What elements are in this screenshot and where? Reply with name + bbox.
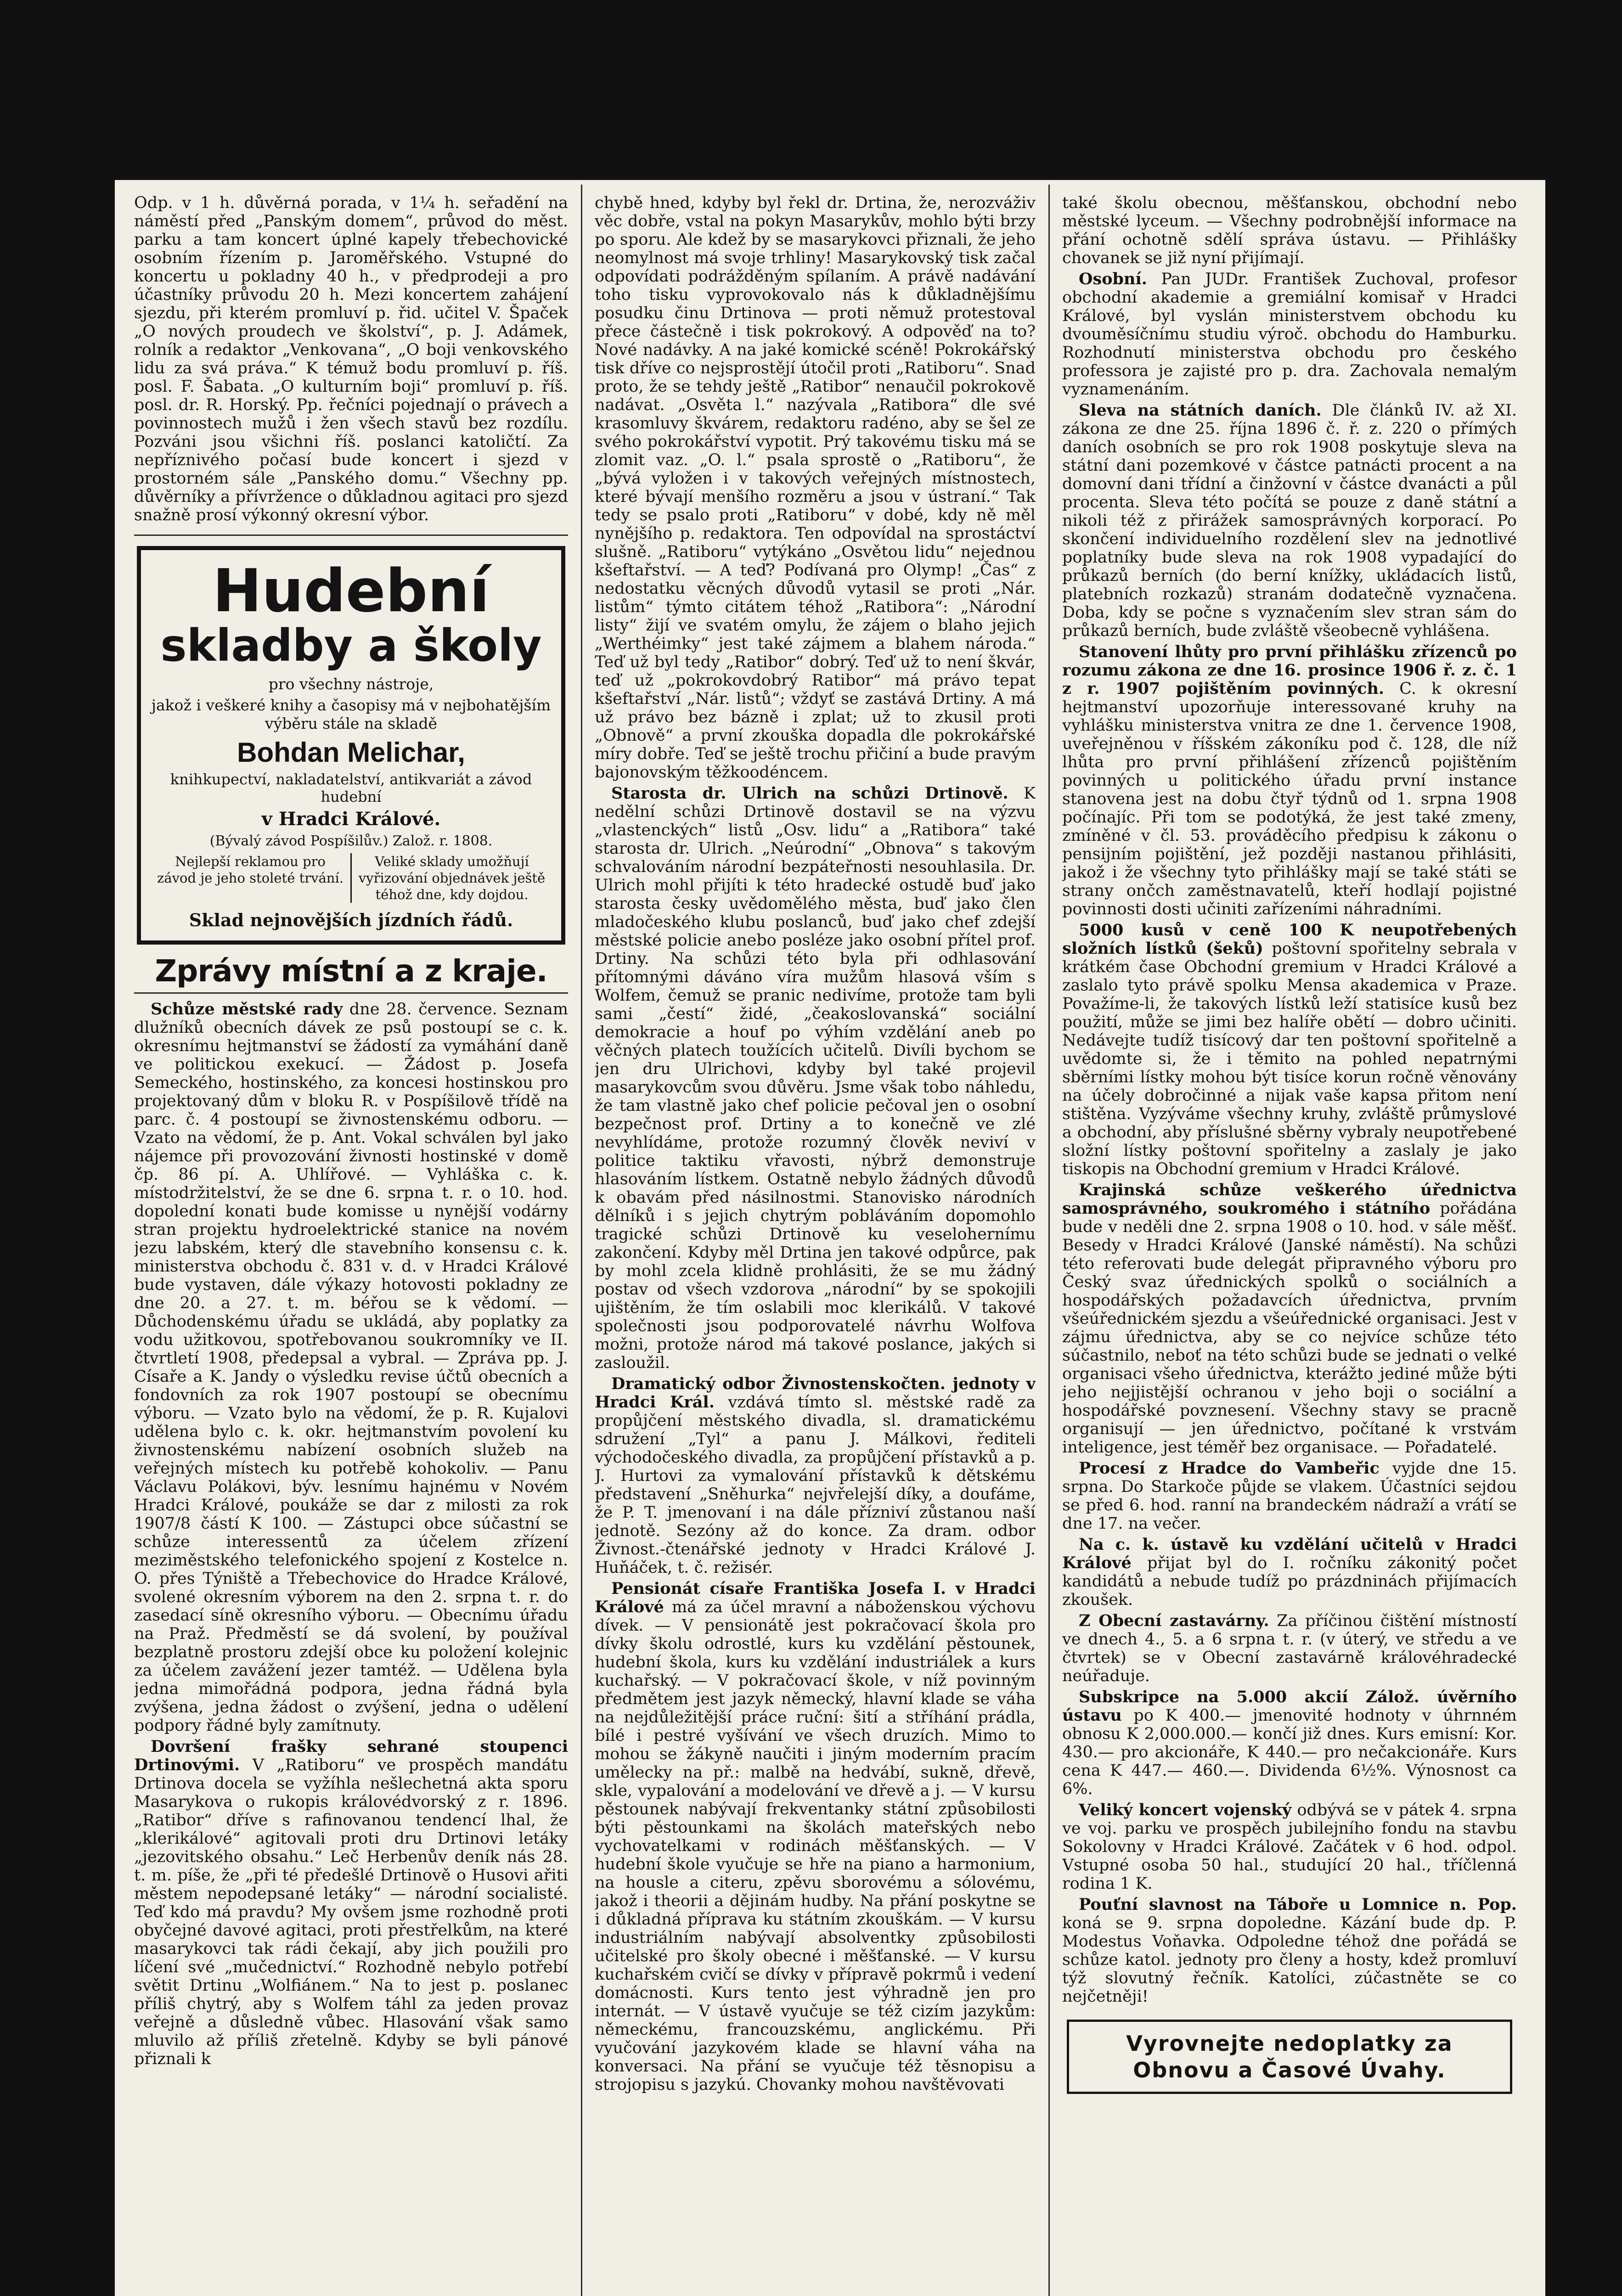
news-item xyxy=(1062,1801,1517,1893)
ad-subtitle: skladby a školy xyxy=(160,620,542,671)
news-item xyxy=(595,784,1036,1372)
news-body: pořádána bude v neděli dne 2. srpna 1908 o 10. hod. v sále měšť. Besedy v Hradci Králové (Janské náměstí). Na schůzi této referovati bude delegát připravného výboru pro Český svaz úřednických spolků o sociálních a hospodářských požadavcích úřednictva, prvním všeúřednickém sjezdu a všeúřednické organisaci. Jest v zájmu úřednictva, aby se co nejvíce schůze této súčastnilo, neboť na této schůzi bude se jednati o velké organisaci všeho úřednictva, kterážto jediné může býti jeho nejjistější ochranou v jeho boji o sociální a hospodářské povznesení. Všechny stavy se pracně organisují — jen úřednictvo, počítané k vrstvám inteligence, jest téměř bez organisace. — Pořadatelé. xyxy=(1062,1199,1517,1457)
column-rule xyxy=(581,185,582,2296)
news-body: V „Ratiboru“ ve prospěch mandátu Drtinova docela se vyžíhla nešlechetná akta sporu Masarykova o rukopis královédvorský z r. 1896. „Ratibor“ dříve s rafinovanou tendencí lhal, že „klerikálové“ agitovali proti dru Drtinovi letáky „jezovitského obsahu.“ Leč Herbenův deník nás 28. t. m. píše, že „při té předešlé Drtinově o Husovi ařiti městem nepodepsané letáky“ — národní socialisté. Teď kdo má pravdu? My ovšem jsme rozhodně proti obyčejné davové agitaci, proti přestřelkům, na které masarykovci tak rádi čekají, aby jich použili pro líčení své „mučednictví.“ Rozhodně nebylo potřebí světit Drtinu „Wolfiánem.“ Na to jest p. poslanec příliš chytrý, aby s Wolfem táhl za jeden provaz veřejně a důsledně vůbec. Hlasování však samo mluvilo až příliš zřetelně. Kdyby se byli pánové přiznali k xyxy=(134,1756,568,2068)
news-body: také školu obecnou, měšťanskou, obchodní nebo městské lyceum. — Všechny podrobnější informace na přání ochotně sdělí správa ústavu. — Přihlášky chovanek se již nyní přijímají. xyxy=(1062,194,1517,267)
news-body: chybě hned, kdyby byl řekl dr. Drtina, že, nerozváživ věc dobře, vstal na pokyn Masarykův, mohlo býti brzy po sporu. Ale kdež by se masarykovci přiznali, že jeho neomylnost má svoje trhliny! Masarykovský tisk začal odpovídati podrážděným spílaním. A právě nadávání toho tisku vyprovokovalo nás k důkladnějšímu posudku činu Drtinova — proti němuž protestoval přece částečně i tisk pokrokový. A odpověď na to? Nové nadávky. A na jaké komické scéně! Pokrokářský tisk dříve co nejsprostějí útočil proti „Ratiboru“. Snad proto, že se tehdy ještě „Ratibor“ nenaučil pokrokově nadávat. „Osvěta l.“ nazývala „Ratibora“ dle své krasomluvy škvárem, redaktoru radéno, aby se šel ze svého pokrokářství vypotit. Prý takovému tisku má se zlomit vaz. „O. l.“ psala sprostě o „Ratiboru“, že „bývá vyložen i v takových veřejných místnostech, které bývají menšího rozměru a jsou v ústraní.“ Tak tedy se psalo proti „Ratiboru“ v dobé, kdy ně měl nynějšího p. redaktora. Ten odpovídal na sprostáctví slušně. „Ratiboru“ vytýkáno „Osvětou lidu“ nejednou kšeftařství. — A teď? Podívaná pro Olymp! „Čas“ z nedostatku věcných důvodů vytasil se proti „Nár. listům“ týmto citátem téhož „Ratibora“: „Národní listy“ žijí ve svatém omylu, že zájem o blaho jejich „Werthéimky“ jest také zájmem a blahem národa.“ Teď už byl tedy „Ratibor“ dobrý. Teď už to není škvár, teď už „pokrokovdobrý Ratibor“ má právo tepat kšeftařství „Nár. listů“; vždyť se zastává Drtiny. A má už právo bez bázně i zplat; už to zkusil proti „Obnově“ a první zkouška dopadla dle pokrokářské míry dobře. Teď se ještě trochu přičiní a bude pravým bajonovským těžkoodéncem. xyxy=(595,194,1036,782)
advertisement-bohdan-melichar xyxy=(137,546,565,945)
news-headline: 5000 kusů v ceně 100 K neupotřebených složních lístků (šeků) xyxy=(1062,921,1517,958)
news-headline: Veliký koncert vojenský xyxy=(1079,1801,1292,1819)
news-item xyxy=(1062,921,1517,1178)
news-body: poštovní spořitelny sebrala v krátkém čase Obchodní gremium v Hradci Králové a zaslalo tyto právě spolku Mensa akademica v Praze. Považíme-li, že takových lístků leží statisíce kusů bez použití, může se jimi bez halíře obětí — dobro učiniti. Nedávejte tudíž tisícový dar ten poštovní spořitelně a uvědomte si, že i těmito na pohled nepatrnými sběrními lístky mohou být tisíce korun ročně věnovány na účely dobročinné a nijak vaše kapsa přitom není stištěna. Vyzýváme všechny kruhy, zvláště průmyslové a obchodní, aby příslušné sběrny vybraly neupotřebené složní lístky poštovní spořitelny a zaslaly je jako tiskopis na Obchodní gremium v Hradci Králové. xyxy=(1062,940,1517,1178)
news-item xyxy=(595,1375,1036,1577)
ad-city: v Hradci Králové. xyxy=(261,808,441,830)
news-item xyxy=(1062,270,1517,399)
newspaper-page xyxy=(115,180,1545,2296)
news-body: koná se 9. srpna dopoledne. Kázání bude dp. P. Modestus Voňavka. Odpoledne téhož dne pořádá se schůze katol. jednoty pro členy a hosty, kdež promluví týž slovutný řečník. Katolíci, zúčastněte se co nejčetněji! xyxy=(1062,1914,1517,2006)
section-title: Zprávy místní a z kraje. xyxy=(155,953,547,989)
ad-info-row xyxy=(150,853,552,903)
ad-info-right: Veliké sklady umožňují vyřizování objednávek ještě téhož dne, kdy dojdou. xyxy=(358,854,546,902)
divider xyxy=(134,535,568,536)
news-item xyxy=(1062,1612,1517,1685)
news-body: Pan JUDr. František Zuchoval, profesor obchodní akademie a gremiální komisař v Hradci Králové, byl vyslán ministerstvem obchodu ku dvouměsíčnímu studiu výroč. obchodu do Hamburku. Rozhodnutí ministerstva obchodu pro českého professora je zajisté pro p. dra. Zachovala nemalým vyznamenáním. xyxy=(1062,270,1517,399)
news-headline: Dramatický odbor Živnostenskočten. jednoty v Hradci Král. xyxy=(595,1374,1036,1412)
news-headline: Sleva na státních daních. xyxy=(1079,401,1322,420)
news-body: po K 400.— jmenovité hodnoty v úhrnném obnosu K 2,000.000.— končí již dnes. Kurs emisní: Kor. 430.— pro akcionáře, K 440.— pro nečakcionáře. Kurs cena K 447.— 460.—. Dividenda 6½%. Výnosnost ca 6%. xyxy=(1062,1706,1517,1798)
news-headline: Subskripce na 5.000 akcií Zálož. úvěrního ústavu xyxy=(1062,1688,1517,1725)
article-intro: Odp. v 1 h. důvěrná porada, v 1¼ h. seřadění na náměstí před „Panským domem“, průvod do měst. parku a tam koncert úplné kapely třebechovické osobním řízením p. Jaroměřského. Vstupné do koncertu u pokladny 40 h., v předprodeji a pro účastníky průvodu 20 h. Mezi koncertem zahájení sjezdu, při kterém promluví p. řid. učitel V. Špaček „O nových proudech ve školství“, p. J. Adámek, rolník a redaktor „Venkovana“, „O boji venkovského lidu za svá práva.“ K témuž bodu promluví p. říš. posl. F. Šabata. „O kulturním boji“ promluví p. říš. posl. dr. R. Horský. Pp. řečníci pojednají o právech a povinnostech mužů i žen všech stavů bez rozdílu. Pozváni jsou všichni říš. poslanci katoličtí. Za nepříznivého počasí bude koncert i sjezd v prostorném sále „Panského domu.“ Všechny pp. důvěrníky a přívržence o důkladnou agitaci pro sjezd snažně prosí výkonný okresní výbor. xyxy=(134,194,568,524)
appeal-box: Vyrovnejte nedoplatky za Obnovu a Časové Úvahy. xyxy=(1067,2020,1512,2094)
column-1 xyxy=(134,194,568,2296)
divider xyxy=(134,992,568,994)
news-item xyxy=(1062,401,1517,640)
news-body: vyjde dne 15. srpna. Do Starkoče půjde se vlakem. Účastníci sejdou se před 6. hod. ranní na brandeckém nádraží a vrátí se dne 17. na večer. xyxy=(1062,1459,1517,1533)
news-headline: Osobní. xyxy=(1079,270,1147,288)
news-body: vzdává tímto sl. městské radě za propůjčení městského divadla, sl. dramatickému sdružení „Tyl“ a panu J. Málkovi, řediteli východočeského divadla, za propůjčení přístavků a p. J. Hurtovi za vymalování přístavků k dětskému představení „Sněhurka“ nejvřelejší díky, a doufáme, že P. T. jmenovaní i na dále přízniví zůstanou naší jednotě. Sezóny až do konce. Za dram. odbor Živnost.-čtenářské jednoty v Hradci Králové J. Huňáček, t. č. režisér. xyxy=(595,1393,1036,1577)
news-body: odbývá se v pátek 4. srpna ve voj. parku ve prospěch jubilejního fondu na stavbu Sokolovny v Hradci Králové. Začátek v 6 hod. odpol. Vstupné osoba 50 hal., studující 20 hal., tříčlenná rodina 1 K. xyxy=(1062,1801,1517,1893)
ad-merchant-name: Bohdan Melichar, xyxy=(237,737,465,768)
news-headline: Schůze městské rady xyxy=(151,1000,343,1019)
ad-merchant-desc: knihkupectví, nakladatelství, antikvariát a závod hudební xyxy=(170,771,532,805)
news-headline: Krajinská schůze veškerého úřednictva samosprávného, soukromého i státního xyxy=(1062,1181,1517,1218)
news-body: Dle článků IV. až XI. zákona ze dne 25. října 1896 č. ř. z. 220 o přímých daních osobních se pro rok 1908 poskytuje sleva na státní dani pozemkové v částce patnácti procent a na domovní dani třídní a činžovní v částce dvanácti a půl procenta. Sleva této počítá se pouze z daně státní a nikoli též z přirážek samosprávných korporací. Po skončení individuelního rozdělení slev na jednotlivé poplatníky bude sleva na rok 1908 vypadající do průkazů berních (do berní knížky, ukládacích listů, platebních rozkazů) stranám dodatečně vyznačena. Doba, kdy se počne s vyznačením slev stran sám do průkazů berních, bude zvláště všeobecně vyhlášena. xyxy=(1062,401,1517,640)
news-body: K nedělní schůzi Drtinově dostavil se na výzvu „vlastenckých“ listů „Osv. lidu“ a „Ratibora“ také starosta dr. Ulrich. „Neúrodní“ „Obnova“ s takovým schvalováním národní bezpáteřnosti nesouhlasila. Dr. Ulrich mohl přijíti k této hradecké ostudě buď jako starosta česky uvědomělého města, buď jako člen mladočeského klubu poslanců, buď jako chef zdejší městské policie anebo posléze jako osobní přítel prof. Drtiny. Na schůzi této byla při odhlasování přítomnými dáváno víra mužům hlasová vším s Wolfem, čemuž se pranic nedivíme, protože tam byli sami „čestí“ židé, „čeakoslovanská“ sociální demokracie a houf po výhím vzdělání aneb po věčných platech toužících učitelů. Divíli bychom se jen dru Ulrichovi, kdyby byl také projevil masarykovcům svou důvěru. Jsme však tobo náhledu, že tam vlastně jako chef policie pečoval jen o osobní bezpečnost prof. Drtiny a to konečně ve zlé nevyhlídáme, protože rozumný člověk neviví v politice taktiku vřavosti, nýbrž demonstruje hlasováním lístkem. Ostatně nebylo žádných důvodů k obavám před násilnostmi. Stanovisko národních dělníků i s jejich chytrým pobláváním dopomohlo tragické schůzi Drtinově ku veselohernímu zakončení. Kdyby měl Drtina jen takové odpůrce, pak by mohl zcela klidně prohlásiti, že se mu žádný postav od všech vzdorova „národní“ by se spokojili ujištěním, že tím oslabili moc klerikálů. V takové společnosti jsou podporovatelé návrhu Wolfova možni, protože národ má takové poslance, jakých si zasloužil. xyxy=(595,784,1036,1372)
ad-founded: (Bývalý závod Pospíšilův.) Založ. r. 1808. xyxy=(209,833,493,849)
news-body: dne 28. července. Seznam dlužníků obecních dávek ze psů postoupí se c. k. okresnímu hejtmanství se žádostí za vymáhání daně ve politickou exekucí. — Žádost p. Josefa Semeckého, hostinského, za koncesi hostinskou pro projektovaný dům v bloku R. v Pospíšilově třídě na parc. č. 4 postoupí se živnostenskému odboru. — Vzato na vědomí, že p. Ant. Vokal schválen byl jako nájemce při provozování živnosti hostinské v domě čp. 86 pí. A. Uhlířové. — Vyhláška c. k. místodržitelství, že se dne 6. srpna t. r. o 10. hod. dopolední konati bude komisse u nynější vodárny stran projektu hydroelektrické stanice na novém jezu labském, který dle stavebního konsensu c. k. ministerstva obchodu č. 831 v. d. v Hradci Králové bude vystaven, dále výkazy hotovosti pokladny ze dne 20. a 27. t. m. béřou se k vědomí. — Důchodenskému úřadu se ukládá, aby poplatky za vodu užitkovou, spotřebovanou soukromníky ve II. čtvrtletí 1908, předepsal a vybral. — Zpráva pp. J. Císaře a K. Jandy o výsledku revise účtů obecních a fondovních za rok 1907 postoupí se obecnímu výboru. — Vzato bylo na vědomí, že p. R. Kujalovi udělena bylo c. k. okr. hejtmanstvím povolení ku živnostenskému nabízení osobních služeb na veřejných místech ku potřebě kohokoliv. — Panu Václavu Polákovi, býv. lesnímu hajnému v Novém Hradci Králové, poukáže se dar z milosti za rok 1907/8 částí K 100. — Zástupci obce súčastní se schůze interessentů za účelem zřízení meziměstského telefonického spojení z Kostelce n. O. přes Týniště a Třebechovice do Hradce Králové, svolené okresním výborem na den 2. srpna t. r. do zasedací síně okresního výboru. — Obecnímu úřadu na Praž. Předměstí se dá svolení, by používal bezplatně prostoru zdejší obce ku položení kolejnic za účelem zavážení jezer tamtéž. — Udělena byla jedna mimořádná podpora, jedna řádná byla zvýšena, jedna žádost o zvýšení, jedna o udělení podpory řádné byly zamítnuty. xyxy=(134,1000,568,1735)
news-headline: Na c. k. ústavě ku vzdělání učitelů v Hradci Králové xyxy=(1062,1535,1517,1572)
ad-title: Hudební xyxy=(212,557,490,625)
news-item xyxy=(1062,643,1517,918)
news-item xyxy=(1062,1896,1517,2006)
news-item xyxy=(134,1000,568,1735)
news-headline: Pensionát císaře Františka Josefa I. v Hradci Králové xyxy=(595,1579,1036,1616)
news-headline: Z Obecní zastavárny. xyxy=(1079,1611,1269,1630)
news-headline: Pouťní slavnost na Táboře u Lomnice n. Pop. xyxy=(1079,1895,1517,1914)
news-item xyxy=(1062,1181,1517,1457)
column-3 xyxy=(1062,194,1517,2296)
news-headline: Procesí z Hradce do Vambeřic xyxy=(1079,1459,1380,1478)
news-item xyxy=(1062,1536,1517,1609)
news-body: C. k okresní hejtmanství upozorňuje interessované kruhy na vyhlášku ministerstva vnitra ze dne 1. července 1908, uveřejněnou v říšském zákoníku pod č. 128, dle níž lhůta pro první přihlášení zřízenců pojištěním povinných u politického úřadu první instance stanovena jest na dobu čtyř týdnů od 1. srpna 1908 počínajíc. Při tom se podotýká, že jest také zmeny, zmíněné v čl. 53. prováděcího předpisu k zákonu o pensijním pojištění, jež později nastanou přihlásiti, jakož i že všechny tyto přihlášky mají se také státi se strany ončch zaměstnavatelů, kteří hodlají pojistné povinnosti dosti učiniti zařízeními náhradními. xyxy=(1062,680,1517,918)
ad-info-left: Nejlepší reklamou pro závod je jeho stoleté trvání. xyxy=(150,853,352,903)
news-item xyxy=(134,1738,568,2068)
news-headline: Dovršení frašky sehrané stoupenci Drtinovými. xyxy=(134,1737,568,1774)
news-item xyxy=(595,1580,1036,2094)
news-body: přijat byl do I. ročníku zákonitý počet kandidátů a nebude tudíž po prázdninách přijímacích zkoušek. xyxy=(1062,1554,1517,1609)
column-2 xyxy=(595,194,1036,2296)
column-rule xyxy=(1048,185,1050,2296)
news-headline: Stanovení lhůty pro první přihlášku zřízenců po rozumu zákona ze dne 16. prosince 1906 ř. z. č. 1 z r. 1907 pojištěním povinných. xyxy=(1062,642,1517,698)
news-headline: Starosta dr. Ulrich na schůzi Drtinově. xyxy=(611,784,1008,803)
news-item xyxy=(1062,1459,1517,1533)
news-body: Za příčinou čištění místností ve dnech 4., 5. a 6 srpna t. r. (v úterý, ve středu a ve čtvrtek) se v Obecní zastavárně královéhradecké neúřaduje. xyxy=(1062,1612,1517,1685)
ad-line: pro všechny nástroje, xyxy=(268,675,434,693)
ad-footer: Sklad nejnovějších jízdních řádů. xyxy=(189,910,513,930)
news-body: má za účel mravní a náboženskou výchovu dívek. — V pensionátě jest pokračovací škola pro dívky školu odrostlé, kurs ku vzdělání pěstounek, hudební škola, kurs ku vzdělání industriálek a kurs kuchařský. — V pokračovací škole, v níž povinným předmětem jest jazyk německý, hlavní klade se váha na nejdůležitější práce ruční: šití a stříhání prádla, bílé i pestré vyšívání ve všech druzích. Mimo to mohou se žákyně naučiti i jiným moderním pracím umělecky na př.: malbě na hedvábí, sukně, dřevě, skle, vypalování a modelování ve dřevě a j. — V kursu pěstounek nabývají frekventanky státní způsobilosti býti pěstounkami na školách mateřských nebo vychovatelkami v rodinách měšťanských. — V hudební škole vyučuje se hře na piano a harmonium, na housle a citeru, zpěvu sborovému a sólovému, jakož i theorii a dějinám hudby. Na přání poskytne se i důkladná příprava ku státním zkouškám. — V kursu industriálním nabývají absolventky způsobilosti učitelské pro školy obecné i měšťanské. — V kursu kuchařském cvičí se dívky v přípravě pokrmů i vedení domácnosti. Kurs tento jest výhradně jen pro internát. — V ústavě vyučuje se též cizím jazykům: německému, francouzskému, anglickému. Při vyučování jazykovém klade se hlavní váha na konversaci. Na přání se vyučuje též těsnopisu a strojopisu s jazykú. Chovanky mohou navštěvovati xyxy=(595,1598,1036,2094)
ad-line: jakož i veškeré knihy a časopisy má v nejbohatějším výběru stále na skladě xyxy=(151,696,551,732)
news-item xyxy=(1062,1688,1517,1798)
